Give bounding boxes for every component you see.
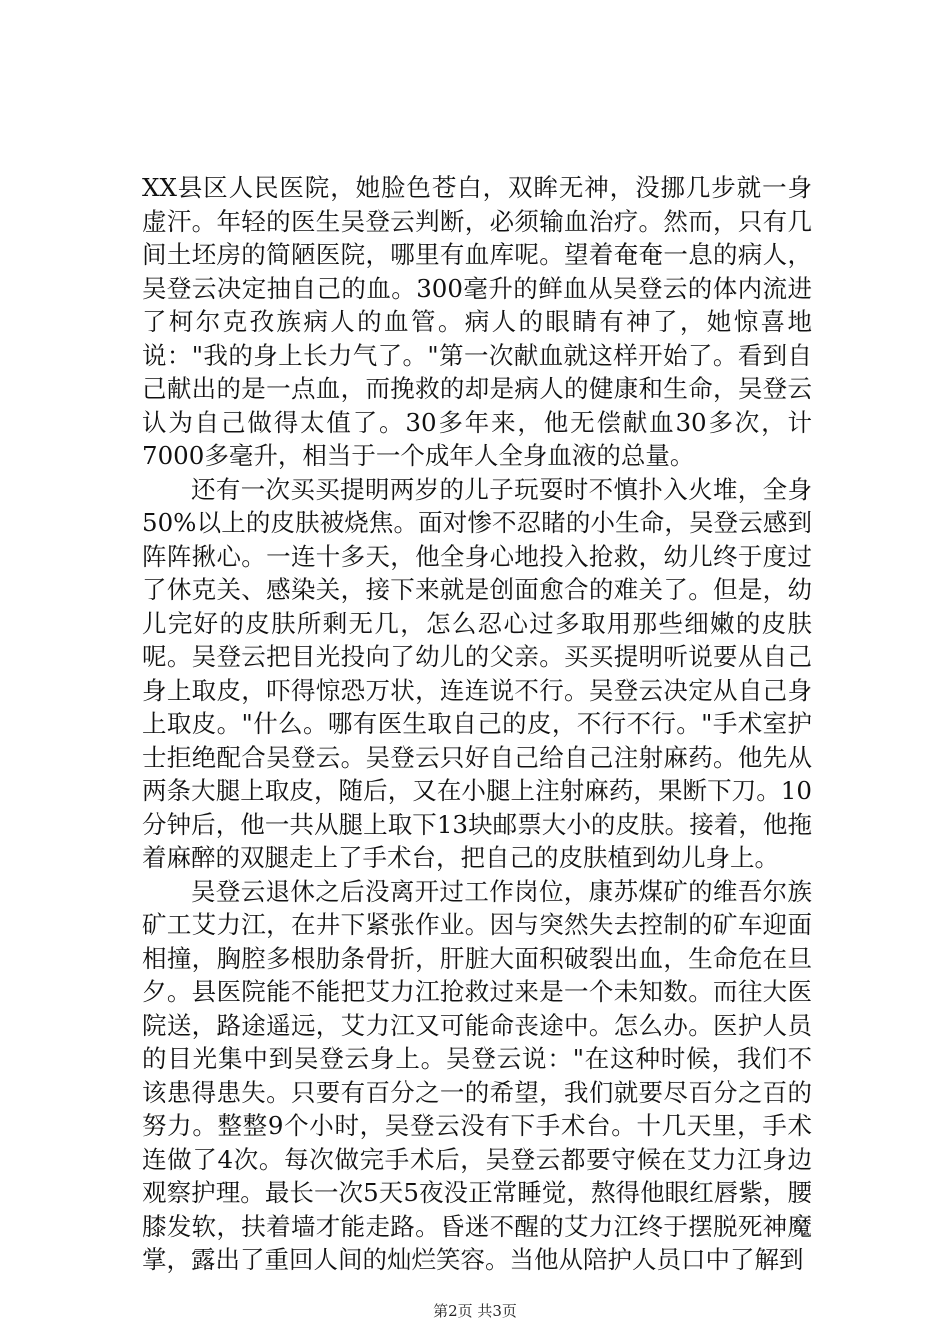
page-footer: 第2页 共3页 <box>433 1302 517 1320</box>
paragraph-1: XX县区人民医院，她脸色苍白，双眸无神，没挪几步就一身虚汗。年轻的医生吴登云判断，必须输血治疗。然而，只有几间土坯房的简陋医院，哪里有血库呢。望着奄奄一息的病人，吴登云决定抽自己的血。300毫升的鲜血从吴登云的体内流进了柯尔克孜族病人的血管。病人的眼睛有神了，她惊喜地说："我的身上长力气了。"第一次献血就这样开始了。看到自己献出的是一点血，而挽救的却是病人的健康和生命，吴登云认为自己做得太值了。30多年来，他无偿献血30多次，计7000多毫升，相当于一个成年人全身血液的总量。 <box>142 173 812 470</box>
paragraph-2: 还有一次买买提明两岁的儿子玩耍时不慎扑入火堆，全身50%以上的皮肤被烧焦。面对惨不忍睹的小生命，吴登云感到阵阵揪心。一连十多天，他全身心地投入抢救，幼儿终于度过了休克关、感染关，接下来就是创面愈合的难关了。但是，幼儿完好的皮肤所剩无几，怎么忍心过多取用那些细嫩的皮肤呢。吴登云把目光投向了幼儿的父亲。买买提明听说要从自己身上取皮，吓得惊恐万状，连连说不行。吴登云决定从自己身上取皮。"什么。哪有医生取自己的皮，不行不行。"手术室护士拒绝配合吴登云。吴登云只好自己给自己注射麻药。他先从两条大腿上取皮，随后，又在小腿上注射麻药，果断下刀。10分钟后，他一共从腿上取下13块邮票大小的皮肤。接着，他拖着麻醉的双腿走上了手术台，把自己的皮肤植到幼儿身上。 <box>142 474 812 872</box>
paragraph-3: 吴登云退休之后没离开过工作岗位，康苏煤矿的维吾尔族矿工艾力江，在井下紧张作业。因与突然失去控制的矿车迎面相撞，胸腔多根肋条骨折，肝脏大面积破裂出血，生命危在旦夕。县医院能不能把艾力江抢救过来是一个未知数。而往大医院送，路途遥远，艾力江又可能命丧途中。怎么办。医护人员的目光集中到吴登云身上。吴登云说："在这种时候，我们不该患得患失。只要有百分之一的希望，我们就要尽百分之百的努力。整整9个小时，吴登云没有下手术台。十几天里，手术连做了4次。每次做完手术后，吴登云都要守候在艾力江身边观察护理。最长一次5天5夜没正常睡觉，熬得他眼红唇紫，腰膝发软，扶着墙才能走路。昏迷不醒的艾力江终于摆脱死神魔掌，露出了重回人间的灿烂笑容。当他从陪护人员口中了解到 <box>142 876 812 1274</box>
body-text <box>142 171 812 1277</box>
